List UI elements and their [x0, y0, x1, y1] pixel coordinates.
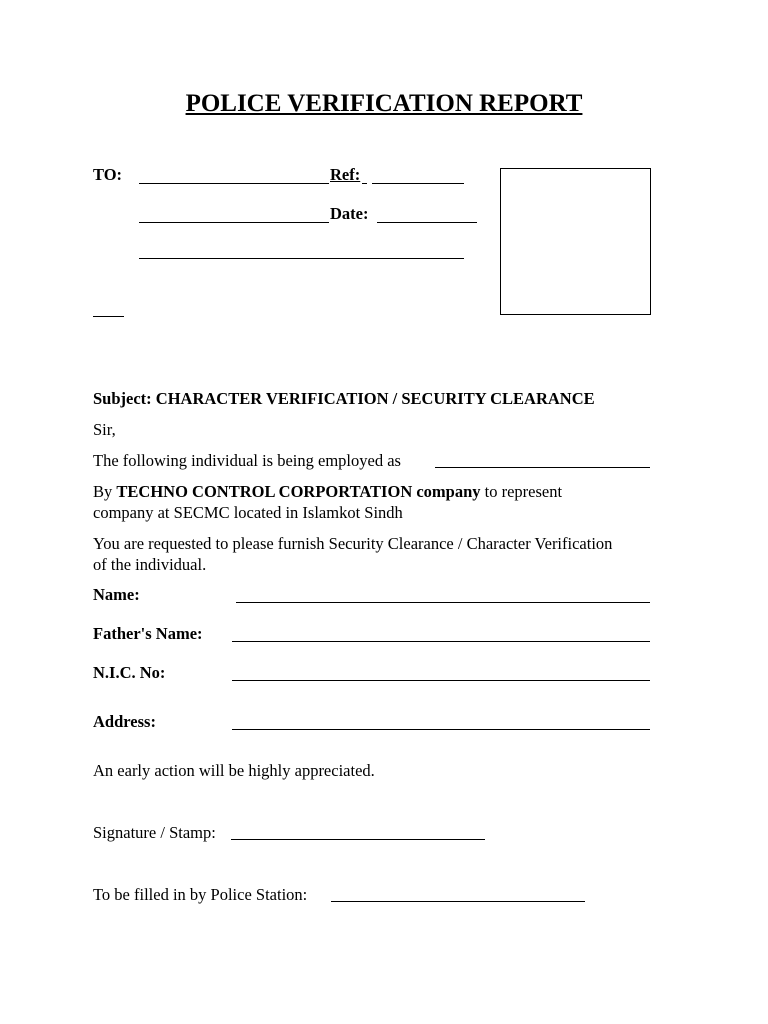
- represent-text: to represent: [484, 482, 563, 501]
- address-field[interactable]: [232, 729, 650, 730]
- name-field[interactable]: [236, 602, 650, 603]
- by-prefix: By: [93, 482, 113, 501]
- ref-label: Ref:: [330, 165, 361, 184]
- ref-line-short: [362, 183, 367, 184]
- subject-text: CHARACTER VERIFICATION / SECURITY CLEARANCE: [155, 389, 595, 408]
- photo-box[interactable]: [500, 168, 651, 315]
- salutation: Sir,: [93, 420, 116, 439]
- signature-field[interactable]: [231, 839, 485, 840]
- subject-line: [93, 389, 595, 410]
- page-title: POLICE VERIFICATION REPORT: [185, 90, 583, 117]
- company-word: company: [416, 482, 481, 501]
- to-label: TO:: [93, 165, 123, 184]
- address-label: Address:: [93, 712, 156, 731]
- police-station-field[interactable]: [331, 901, 585, 902]
- date-field[interactable]: [377, 222, 477, 223]
- subject-label: Subject:: [93, 389, 152, 408]
- early-action-text: An early action will be highly appreciated.: [93, 761, 375, 780]
- name-label: Name:: [93, 585, 140, 604]
- nic-label: N.I.C. No:: [93, 663, 166, 682]
- nic-field[interactable]: [232, 680, 650, 681]
- to-line-1[interactable]: [139, 183, 329, 184]
- date-label: Date:: [330, 204, 369, 223]
- location-line: company at SECMC located in Islamkot Sindh: [93, 503, 403, 522]
- police-station-label: To be filled in by Police Station:: [93, 885, 308, 904]
- father-name-label: Father's Name:: [93, 624, 203, 643]
- employed-as-field[interactable]: [435, 467, 650, 468]
- employed-text: The following individual is being employed as: [93, 451, 401, 470]
- company-line: [93, 482, 562, 503]
- to-line-4[interactable]: [93, 316, 124, 317]
- request-line-2: of the individual.: [93, 555, 207, 574]
- ref-field[interactable]: [372, 183, 464, 184]
- father-name-field[interactable]: [232, 641, 650, 642]
- company-name: TECHNO CONTROL CORPORTATION: [116, 482, 413, 501]
- to-line-3[interactable]: [139, 258, 464, 259]
- request-line-1: You are requested to please furnish Security Clearance / Character Verification: [93, 534, 613, 553]
- signature-label: Signature / Stamp:: [93, 823, 216, 842]
- to-line-2[interactable]: [139, 222, 329, 223]
